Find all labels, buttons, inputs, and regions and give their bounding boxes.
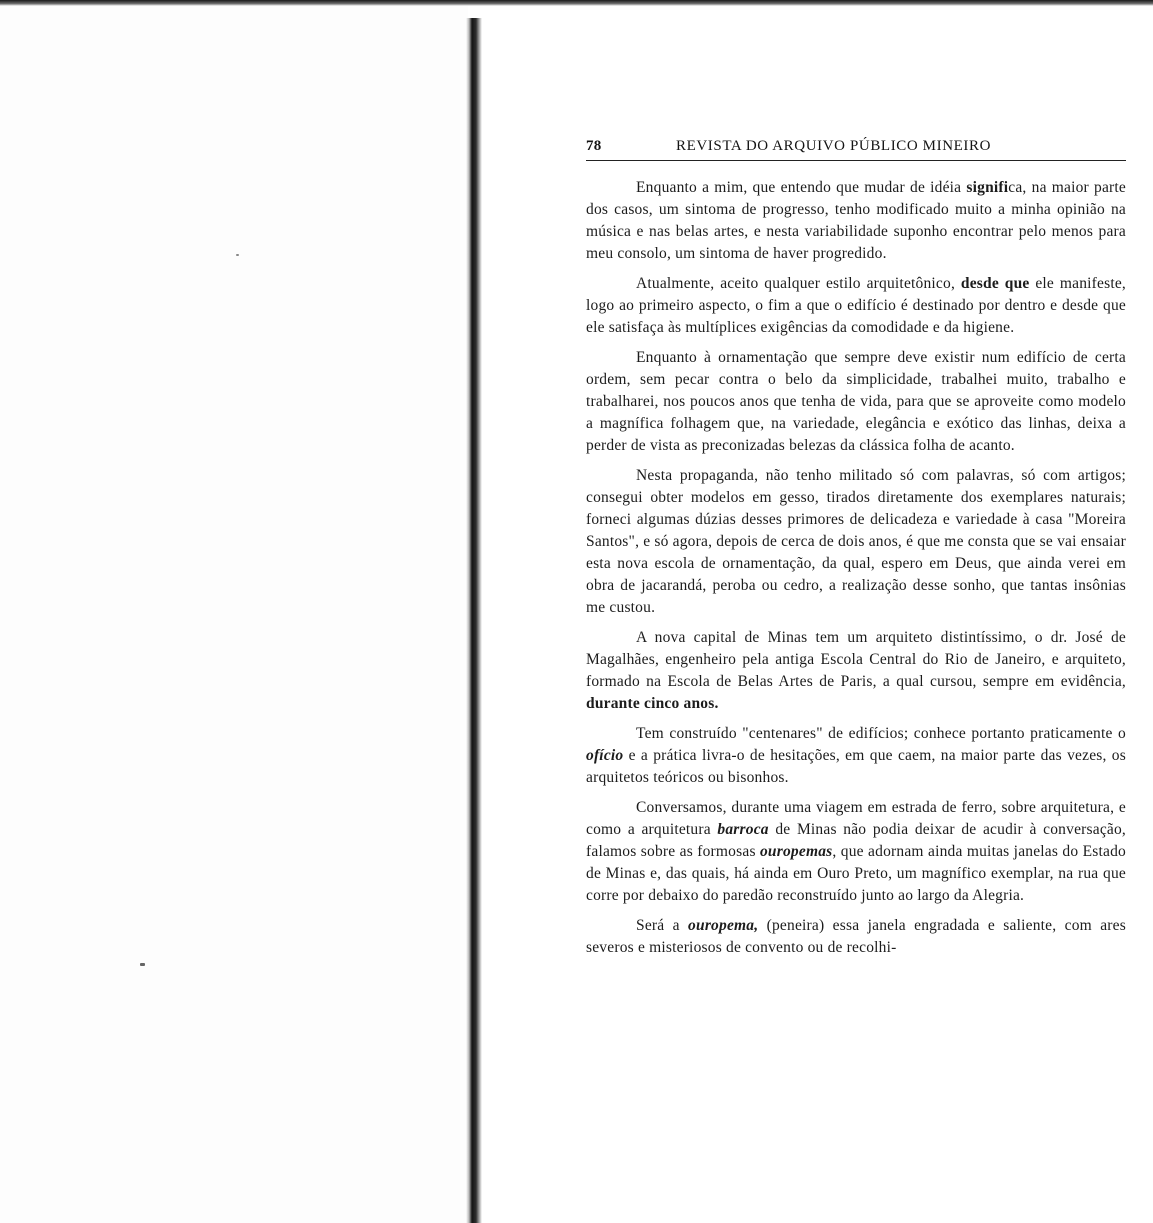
left-blank-page — [0, 6, 468, 1223]
paragraph-1: Enquanto a mim, que entendo que mudar de idéia significa, na maior parte dos casos, um sintoma de progresso, tenho modificado muito a minha opinião na música e nas belas artes, e nesta variabilidade suponho encontrar pelo menos para meu consolo, um sintoma de haver progredido. — [586, 179, 1126, 262]
paragraph-7: Conversamos, durante uma viagem em estrada de ferro, sobre arquitetura, e como a arquitetura barroca de Minas não podia deixar de acudir à conversação, falamos sobre as formosas ouropemas, que adornam ainda muitas janelas do Estado de Minas e, das quais, há ainda em Ouro Preto, um magnífico exemplar, na rua que corre por debaixo do paredão reconstruído junto ao largo da Alegria. — [586, 799, 1127, 904]
scan-speck — [140, 963, 145, 966]
paragraph-8: Será a ouropema, (peneira) essa janela engradada e saliente, com ares severos e misteriosos de convento ou de recolhi- — [586, 917, 1126, 956]
paragraph-2: Atualmente, aceito qualquer estilo arquitetônico, desde que ele manifeste, logo ao primeiro aspecto, o fim a que o edifício é destinado por dentro e desde que ele satisfaça às multíplices exigências da comodidade e da higiene. — [586, 275, 1126, 336]
paragraph-3: Enquanto à ornamentação que sempre deve existir num edifício de certa ordem, sem pecar contra o belo da simplicidade, trabalhei muito, trabalho e trabalharei, nos poucos anos que tenha de vida, para que se aproveite como modelo a magnífica folhagem que, na variedade, elegância e exótico das linhas, deixa a perder de vista as preconizadas belezas da clássica folha de acanto. — [586, 349, 1126, 454]
body-text — [586, 177, 1126, 959]
book-gutter — [466, 18, 482, 1223]
page-number: 78 — [586, 138, 602, 154]
paragraph-6: Tem construído "centenares" de edifícios; conhece portanto praticamente o ofício e a prática livra-o de hesitações, em que caem, na maior parte das vezes, os arquitetos teóricos ou bisonhos. — [586, 725, 1126, 786]
paragraph-4: Nesta propaganda, não tenho militado só com palavras, só com artigos; consegui obter modelos em gesso, tirados diretamente dos exemplares naturais; forneci algumas dúzias desses primores de delicadeza e variedade à casa "Moreira Santos", e só agora, depois de cerca de dois anos, é que me consta que se vai ensaiar esta nova escola de ornamentação, da qual, espero em Deus, que ainda verei em obra de jacarandá, peroba ou cedro, a realização desse sonho, que tantas insônias me custou. — [586, 467, 1126, 616]
page-header — [586, 134, 1126, 161]
paragraph-5: A nova capital de Minas tem um arquiteto distintíssimo, o dr. José de Magalhães, engenheiro pela antiga Escola Central do Rio de Janeiro, e arquiteto, formado na Escola de Belas Artes de Paris, a qual cursou, sempre em evidência, durante cinco anos. — [586, 629, 1126, 712]
scan-speck — [236, 254, 239, 256]
running-title: REVISTA DO ARQUIVO PÚBLICO MINEIRO — [676, 138, 992, 154]
